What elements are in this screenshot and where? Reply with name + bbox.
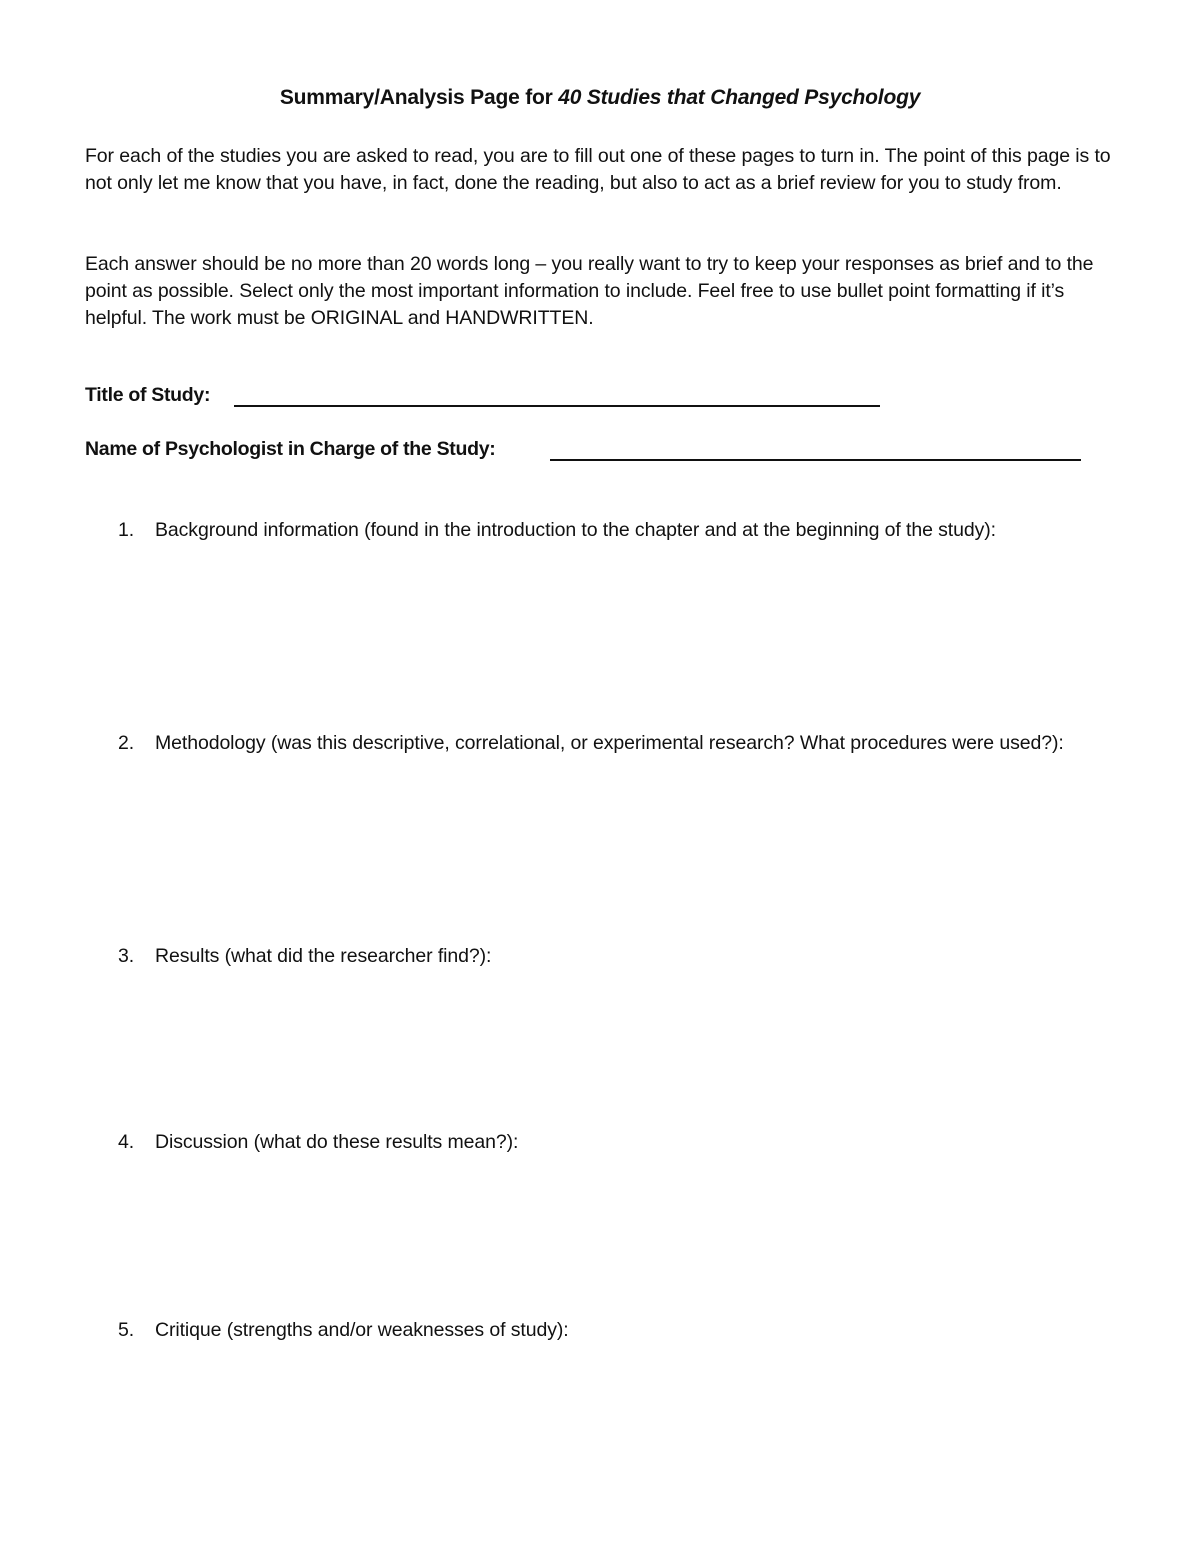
question-item bbox=[118, 1129, 1108, 1156]
question-text: Methodology (was this descriptive, correlational, or experimental research? What procedures were used?): bbox=[155, 732, 1064, 754]
psychologist-name-label: Name of Psychologist in Charge of the Study: bbox=[85, 438, 496, 460]
question-text: Background information (found in the introduction to the chapter and at the beginning of the study): bbox=[155, 519, 996, 541]
page-title-book: 40 Studies that Changed Psychology bbox=[558, 86, 921, 109]
question-number: 5. bbox=[118, 1319, 135, 1341]
question-item bbox=[118, 517, 1108, 544]
question-number: 4. bbox=[118, 1131, 135, 1153]
page-title bbox=[0, 86, 1200, 110]
page-title-plain: Summary/Analysis Page for bbox=[279, 86, 559, 109]
title-of-study-blank[interactable] bbox=[234, 405, 880, 407]
question-number: 3. bbox=[118, 945, 135, 967]
question-number: 1. bbox=[118, 519, 135, 541]
question-item bbox=[118, 1317, 1108, 1344]
title-of-study-label: Title of Study: bbox=[85, 384, 211, 406]
instructions-paragraph-1: For each of the studies you are asked to read, you are to fill out one of these pages to turn in. The point of this page is to not only let me know that you have, in fact, done the reading, but also to act as a brief review for you to study from. bbox=[85, 145, 1111, 194]
question-item bbox=[118, 943, 1108, 970]
question-text: Critique (strengths and/or weaknesses of study): bbox=[155, 1319, 569, 1341]
question-text: Results (what did the researcher find?): bbox=[155, 945, 492, 967]
question-item bbox=[118, 730, 1108, 757]
psychologist-name-blank[interactable] bbox=[550, 459, 1081, 461]
instructions-paragraph-2: Each answer should be no more than 20 words long – you really want to try to keep your responses as brief and to the point as possible. Select only the most important information to include. Feel free to use bullet point formatting if it’s helpful. The work must be ORIGINAL and HANDWRITTEN. bbox=[85, 253, 1094, 329]
question-text: Discussion (what do these results mean?): bbox=[155, 1131, 519, 1153]
question-number: 2. bbox=[118, 732, 135, 754]
